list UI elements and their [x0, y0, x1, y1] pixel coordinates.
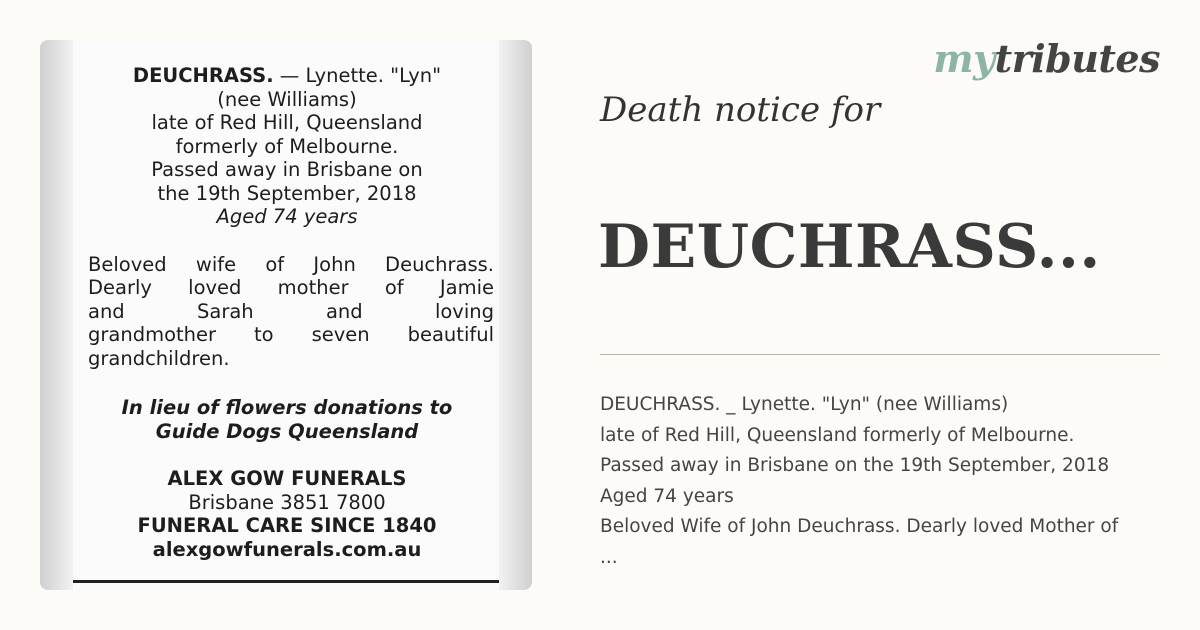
clipping-line: the 19th September, 2018: [157, 181, 417, 205]
clipping-surname: DEUCHRASS.: [132, 64, 274, 87]
clipping-text: [80, 64, 494, 561]
notice-name-title: DEUCHRASS...: [598, 212, 1101, 282]
clipping-line: formerly of Melbourne.: [175, 134, 399, 158]
notice-summary: [600, 390, 1170, 573]
summary-line: Aged 74 years: [600, 485, 734, 507]
clipping-family-line: Dearly loved mother of Jamie: [88, 276, 494, 299]
clipping-line: late of Red Hill, Queensland: [151, 111, 423, 134]
clipping-lieu-note: [80, 396, 494, 443]
summary-line: Beloved Wife of John Deuchrass. Dearly loved Mother of: [600, 516, 1119, 537]
summary-line: DEUCHRASS. _ Lynette. "Lyn" (nee Williams): [600, 394, 1009, 415]
funeral-home-phone: Brisbane 3851 7800: [188, 490, 386, 514]
clipping-lieu-line: In lieu of flowers donations to: [121, 396, 453, 419]
clipping-family-line: and Sarah and loving: [88, 299, 494, 323]
clipping-line: (nee Williams): [217, 87, 357, 111]
summary-ellipsis: ...: [600, 546, 618, 568]
clipping-family-line: grandchildren.: [88, 346, 230, 370]
notice-subtitle: Death notice for: [600, 90, 881, 130]
notice-clipping-image: [40, 40, 532, 590]
clipping-family-paragraph: [80, 253, 494, 371]
clipping-lieu-line: Guide Dogs Queensland: [155, 419, 419, 443]
clipping-funeral-block: [80, 467, 494, 561]
funeral-home-name: ALEX GOW FUNERALS: [167, 467, 407, 490]
funeral-home-since: FUNERAL CARE SINCE 1840: [137, 514, 437, 537]
logo-my: my: [933, 36, 995, 81]
clipping-bottom-rule: [73, 580, 499, 583]
divider: [600, 354, 1160, 355]
mytributes-logo: [933, 36, 1160, 81]
clipping-age: Aged 74 years: [216, 205, 358, 228]
clipping-heading-rest: — Lynette. "Lyn": [273, 64, 442, 87]
summary-line: late of Red Hill, Queensland formerly of Melbourne.: [600, 424, 1075, 446]
summary-line: Passed away in Brisbane on the 19th September, 2018: [600, 455, 1110, 476]
clipping-line: Passed away in Brisbane on: [151, 158, 423, 181]
logo-tributes: tributes: [994, 36, 1160, 81]
clipping-heading: [80, 64, 494, 88]
clipping-family-line: Beloved wife of John Deuchrass.: [88, 252, 494, 276]
clipping-family-line: grandmother to seven beautiful: [88, 323, 494, 346]
funeral-home-website: alexgowfunerals.com.au: [152, 537, 422, 561]
